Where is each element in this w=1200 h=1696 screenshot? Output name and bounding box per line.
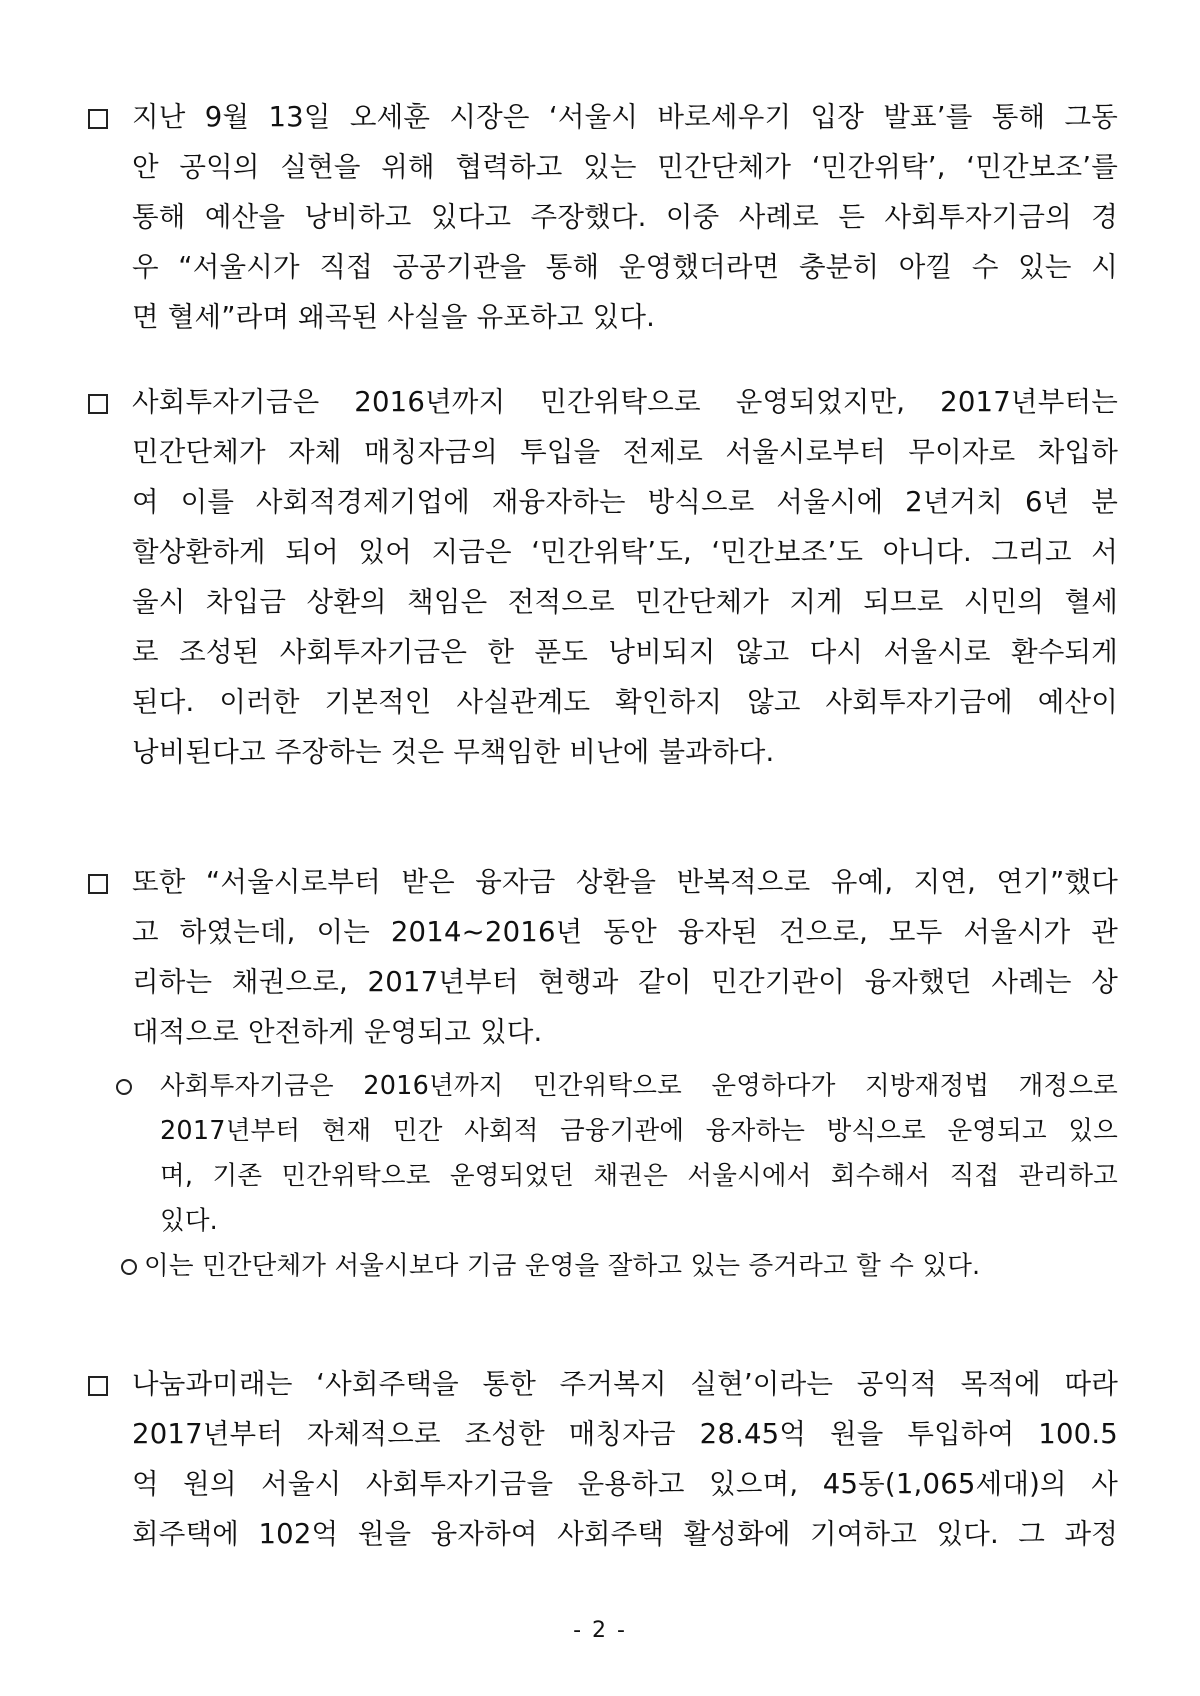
sub-item-line: 2017년부터 현재 민간 사회적 금융기관에 융자하는 방식으로 운영되고 있으 xyxy=(160,1116,1118,1146)
paragraph-line: 여 이를 사회적경제기업에 재융자하는 방식으로 서울시에 2년거치 6년 분 xyxy=(132,486,1118,518)
paragraph-line: 나눔과미래는 ‘사회주택을 통한 주거복지 실현’이라는 공익적 목적에 따라 xyxy=(132,1368,1118,1400)
paragraph-line: 안 공익의 실현을 위해 협력하고 있는 민간단체가 ‘민간위탁’, ‘민간보조’를 xyxy=(132,151,1118,183)
paragraph-line: 고 하였는데, 이는 2014~2016년 동안 융자된 건으로, 모두 서울시가 관 xyxy=(132,916,1118,948)
paragraph-line: 민간단체가 자체 매칭자금의 투입을 전제로 서울시로부터 무이자로 차입하 xyxy=(132,436,1118,468)
paragraph-line: 된다. 이러한 기본적인 사실관계도 확인하지 않고 사회투자기금에 예산이 xyxy=(132,686,1118,718)
paragraph-line: 울시 차입금 상환의 책임은 전적으로 민간단체가 지게 되므로 시민의 혈세 xyxy=(132,586,1118,618)
paragraph-line: 통해 예산을 낭비하고 있다고 주장했다. 이중 사례로 든 사회투자기금의 경 xyxy=(132,201,1118,233)
paragraph-line: 낭비된다고 주장하는 것은 무책임한 비난에 불과하다. xyxy=(132,736,775,768)
checkbox-bullet-icon xyxy=(88,109,108,129)
circle-bullet-icon xyxy=(121,1259,137,1275)
paragraph-line: 사회투자기금은 2016년까지 민간위탁으로 운영되었지만, 2017년부터는 xyxy=(132,386,1118,418)
paragraph-line: 리하는 채권으로, 2017년부터 현행과 같이 민간기관이 융자했던 사례는 상 xyxy=(132,966,1118,998)
sub-item-line: 사회투자기금은 2016년까지 민간위탁으로 운영하다가 지방재정법 개정으로 xyxy=(160,1071,1118,1101)
paragraph-line: 로 조성된 사회투자기금은 한 푼도 낭비되지 않고 다시 서울시로 환수되게 xyxy=(132,636,1118,668)
paragraph-line: 할상환하게 되어 있어 지금은 ‘민간위탁’도, ‘민간보조’도 아니다. 그리고 서 xyxy=(132,536,1118,568)
checkbox-bullet-icon xyxy=(88,1376,108,1396)
paragraph-line: 면 혈세”라며 왜곡된 사실을 유포하고 있다. xyxy=(132,301,656,333)
circle-bullet-icon xyxy=(116,1079,132,1095)
checkbox-bullet-icon xyxy=(88,874,108,894)
checkbox-bullet-icon xyxy=(88,394,108,414)
page-number: - 2 - xyxy=(573,1618,627,1643)
paragraph-line: 대적으로 안전하게 운영되고 있다. xyxy=(132,1016,543,1048)
paragraph-line: 2017년부터 자체적으로 조성한 매칭자금 28.45억 원을 투입하여 100.5 xyxy=(132,1418,1118,1450)
paragraph-line: 지난 9월 13일 오세훈 시장은 ‘서울시 바로세우기 입장 발표’를 통해 그동 xyxy=(132,101,1118,133)
sub-item-line: 있다. xyxy=(160,1206,218,1236)
paragraph-line: 억 원의 서울시 사회투자기금을 운용하고 있으며, 45동(1,065세대)의 사 xyxy=(132,1468,1118,1500)
paragraph-line: 회주택에 102억 원을 융자하여 사회주택 활성화에 기여하고 있다. 그 과정 xyxy=(132,1518,1118,1550)
sub-item-line: 며, 기존 민간위탁으로 운영되었던 채권은 서울시에서 회수해서 직접 관리하고 xyxy=(160,1161,1118,1191)
paragraph-line: 또한 “서울시로부터 받은 융자금 상환을 반복적으로 유예, 지연, 연기”했다 xyxy=(132,866,1118,898)
sub-item-line: 이는 민간단체가 서울시보다 기금 운영을 잘하고 있는 증거라고 할 수 있다. xyxy=(144,1251,981,1281)
paragraph-line: 우 “서울시가 직접 공공기관을 통해 운영했더라면 충분히 아낄 수 있는 시 xyxy=(132,251,1118,283)
